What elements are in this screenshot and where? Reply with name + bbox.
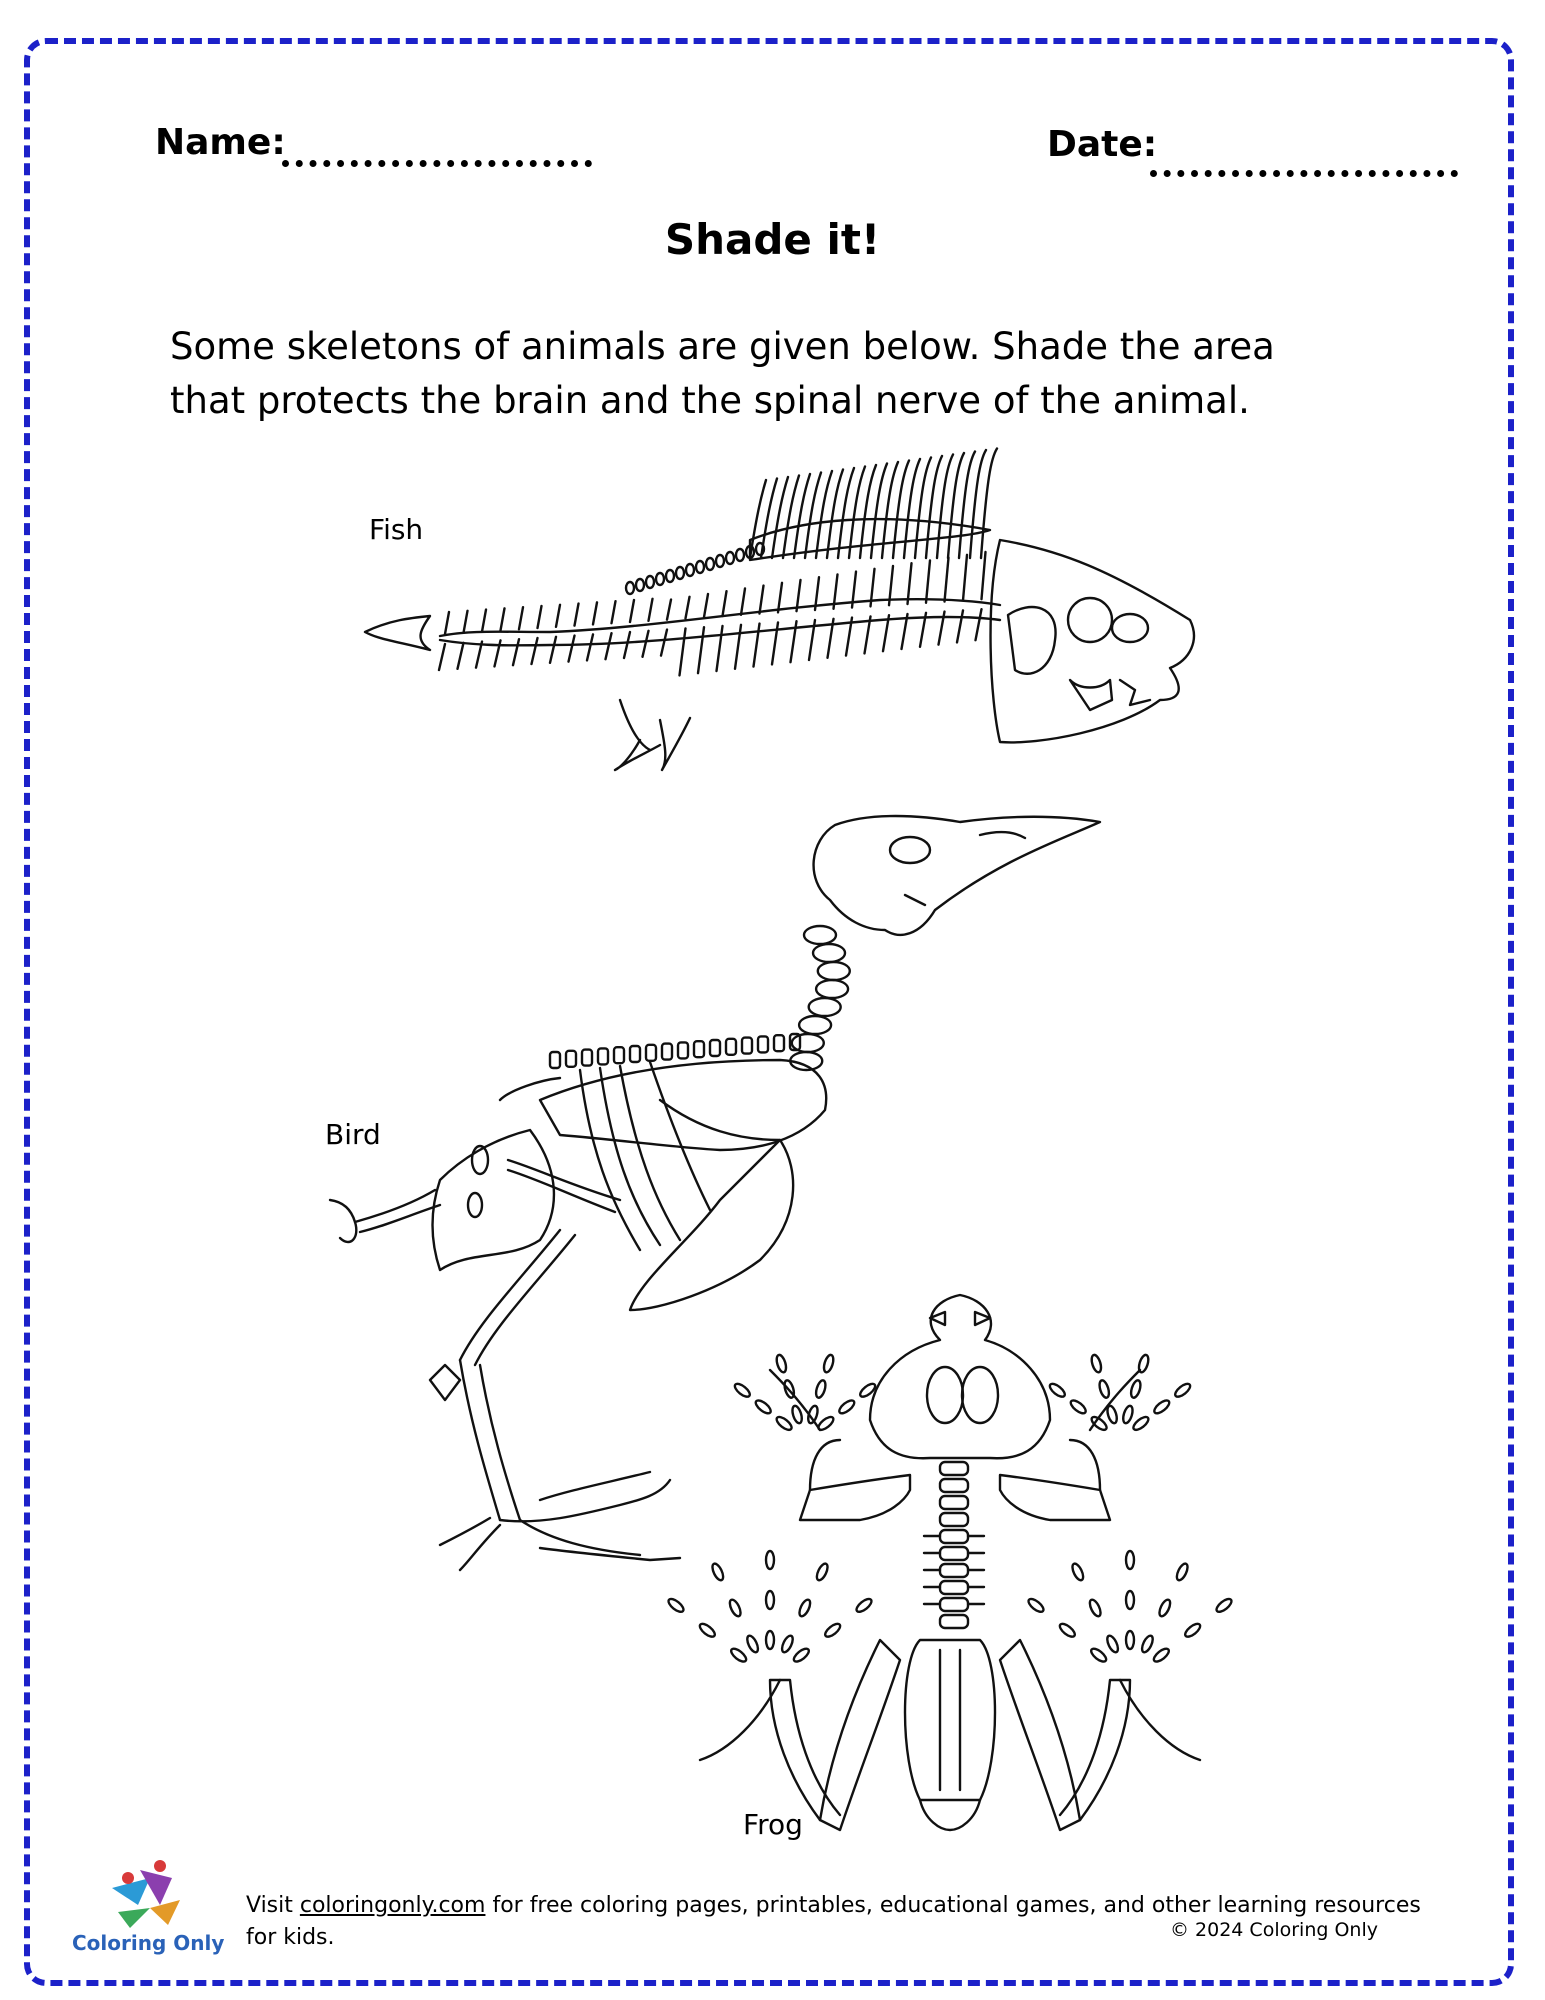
footer-visit-prefix: Visit bbox=[246, 1893, 300, 1918]
instructions-text: Some skeletons of animals are given below. Shade the area that protects the brain and the spinal nerve of the animal. bbox=[170, 325, 1275, 422]
fish-skeleton[interactable] bbox=[365, 449, 1194, 771]
page-title: Shade it! bbox=[664, 215, 881, 264]
logo-text: Coloring Only bbox=[72, 1931, 225, 1955]
bird-label: Bird bbox=[325, 1118, 381, 1151]
name-label: Name: bbox=[155, 122, 286, 163]
coloring-only-logo-icon bbox=[112, 1860, 180, 1928]
frog-label: Frog bbox=[743, 1808, 803, 1841]
date-label: Date: bbox=[1047, 124, 1158, 165]
fish-label: Fish bbox=[369, 513, 424, 546]
copyright-text: © 2024 Coloring Only bbox=[1170, 1919, 1378, 1941]
frog-skeleton[interactable] bbox=[666, 1295, 1233, 1830]
footer-visit-suffix: for free coloring pages, printables, educational games, and other learning resources for kids. bbox=[246, 1893, 1421, 1950]
footer-link[interactable]: coloringonly.com bbox=[299, 1893, 486, 1918]
